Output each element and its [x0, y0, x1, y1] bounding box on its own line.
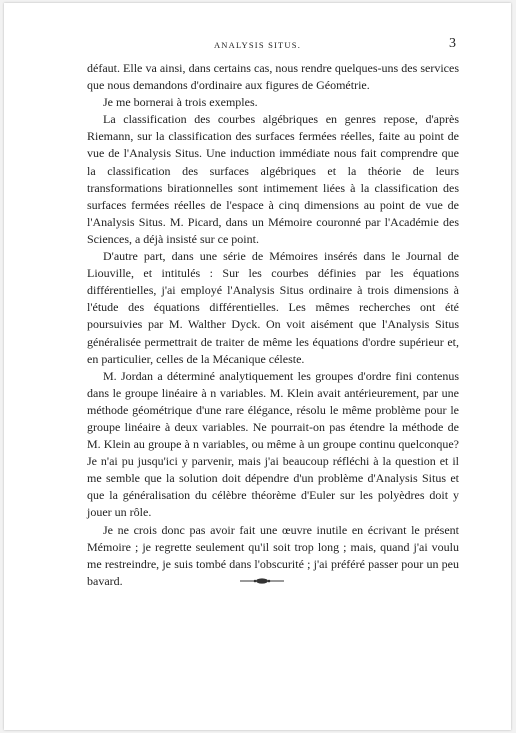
- paragraph: défaut. Elle va ainsi, dans certains cas, nous rendre quelques-uns des services que nous demandons d'ordinaire aux figures de Géométrie.: [87, 61, 459, 93]
- body-text: [87, 60, 459, 590]
- paragraph: M. Jordan a déterminé analytiquement les groupes d'ordre fini contenus dans le groupe linéaire à n variables. M. Klein avait antérieurement, par une méthode géométrique d'une rare élégance, résolu le même problème pour le groupe linéaire à deux variables. Ne pourrait-on pas étendre la méthode de M. Klein au groupe à n variables, ou même à un groupe continu quelconque? Je n'ai pu jusqu'ici y parvenir, mais j'ai beaucoup réfléchi à la question et il me semble que la solution doit dépendre d'un problème d'Analysis Situs et que la généralisation du célèbre théorème d'Euler sur les polyèdres doit y jouer un rôle.: [87, 368, 459, 520]
- paragraph: D'autre part, dans une série de Mémoires insérés dans le Journal de Liouville, et intitulés : Sur les courbes définies par les équations différentielles, j'ai employé l'Analysis Situs ordinaire à trois dimensions à l'étude des équations différentielles. Les mêmes recherches ont été poursuivies par M. Walther Dyck. On voit aisément que l'Analysis Situs généralisée permettrait de traiter de même les équations d'ordre supérieur et, en particulier, celles de la Mécanique céleste.: [87, 249, 459, 366]
- paragraph: Je me bornerai à trois exemples.: [103, 95, 258, 110]
- end-ornament-icon: [240, 577, 284, 585]
- page-number: 3: [449, 36, 456, 51]
- document-page: [4, 3, 511, 730]
- running-head: ANALYSIS SITUS.: [213, 40, 302, 50]
- paragraph: La classification des courbes algébriques en genres repose, d'après Riemann, sur la classification des surfaces fermées réelles, faite au point de vue de l'Analysis Situs. Une induction immédiate nous fait comprendre que la classification des surfaces algébriques et la théorie de leurs transformations birationnelles sont intimement liées à la classification des surfaces fermées réelles de l'espace à cinq dimensions au point de vue de l'Analysis Situs. M. Picard, dans un Mémoire couronné par l'Académie des Sciences, a déjà insisté sur ce point.: [87, 112, 459, 246]
- page-header: [4, 36, 511, 54]
- paragraph: Je ne crois donc pas avoir fait une œuvre inutile en écrivant le présent Mémoire ; je regrette seulement qu'il soit trop long ; mais, quand j'ai voulu me restreindre, je suis tombé dans l'obscurité ; j'ai préféré passer pour un peu bavard.: [87, 522, 459, 588]
